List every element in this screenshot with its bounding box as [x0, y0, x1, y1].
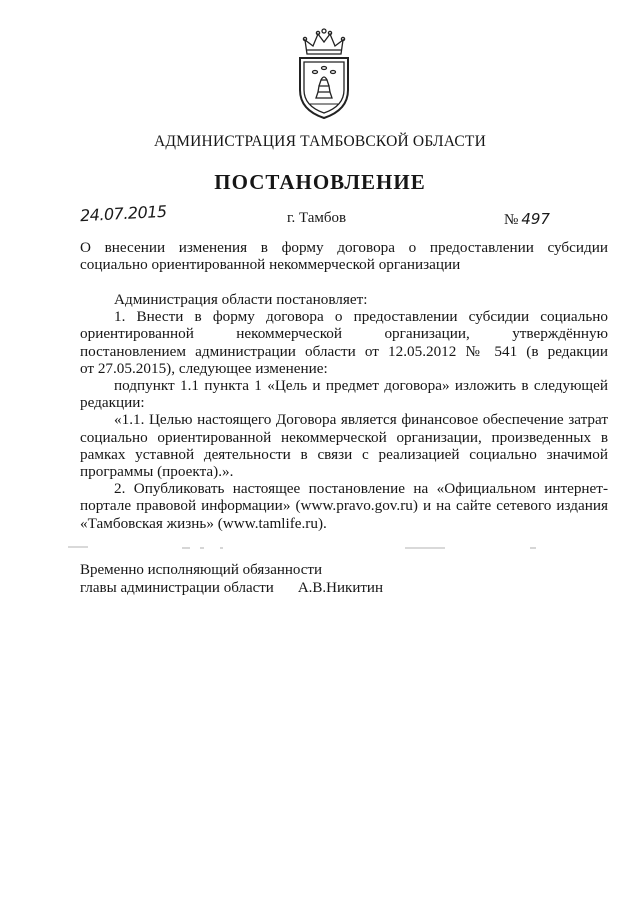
body-line: ориентированной некоммерческой организации, утверждённую — [80, 325, 608, 343]
body-line: рамках уставной деятельности в связи с реализацией социально значимой — [80, 445, 608, 463]
coat-of-arms-emblem — [293, 28, 355, 120]
body-intro: Администрация области постановляет: — [114, 291, 368, 308]
scan-artifact-dashes — [60, 545, 620, 553]
subject-line: социально ориентированной некоммерческой организации — [80, 256, 461, 274]
body-line: 1. Внести в форму договора о предоставлении субсидии социально — [114, 308, 608, 326]
signatory-position: Временно исполняющий обязанности — [80, 562, 323, 578]
signature-block — [80, 562, 383, 597]
body-line: подпункт 1.1 пункта 1 «Цель и предмет договора» изложить в следующей — [114, 377, 608, 395]
number-sign: № — [504, 212, 519, 228]
handwritten-date: 24.07.2015 — [79, 201, 168, 226]
organization-title: АДМИНИСТРАЦИЯ ТАМБОВСКОЙ ОБЛАСТИ — [154, 133, 486, 150]
body-line: «1.1. Целью настоящего Договора является финансовое обеспечение затрат — [114, 411, 608, 429]
subject-line: О внесении изменения в форму договора о предоставлении субсидии — [80, 239, 608, 256]
body-line: портале правовой информации» (www.pravo.gov.ru) и на сайте сетевого издания — [80, 497, 608, 515]
body-line: программы (проекта).». — [80, 463, 234, 481]
body-line: «Тамбовская жизнь» (www.tamlife.ru). — [80, 514, 327, 532]
signatory-position-line2 — [80, 580, 383, 598]
body-line: постановлением администрации области от 12.05.2012 № 541 (в редакции — [80, 342, 608, 360]
document-body — [80, 291, 608, 532]
body-line: социально ориентированной некоммерческой организации, произведенных в — [80, 428, 608, 446]
body-line: редакции: — [80, 394, 145, 412]
document-type-title: ПОСТАНОВЛЕНИЕ — [214, 170, 426, 194]
document-number — [504, 210, 550, 229]
body-line: 2. Опубликовать настоящее постановление на «Официальном интернет- — [114, 480, 608, 498]
city-label: г. Тамбов — [287, 210, 347, 226]
signatory-title: главы администрации области — [80, 579, 274, 596]
handwritten-number: 497 — [521, 210, 550, 228]
body-line: от 27.05.2015), следующее изменение: — [80, 359, 328, 377]
signatory-name: А.В.Никитин — [297, 579, 383, 596]
document-subject — [80, 239, 608, 273]
